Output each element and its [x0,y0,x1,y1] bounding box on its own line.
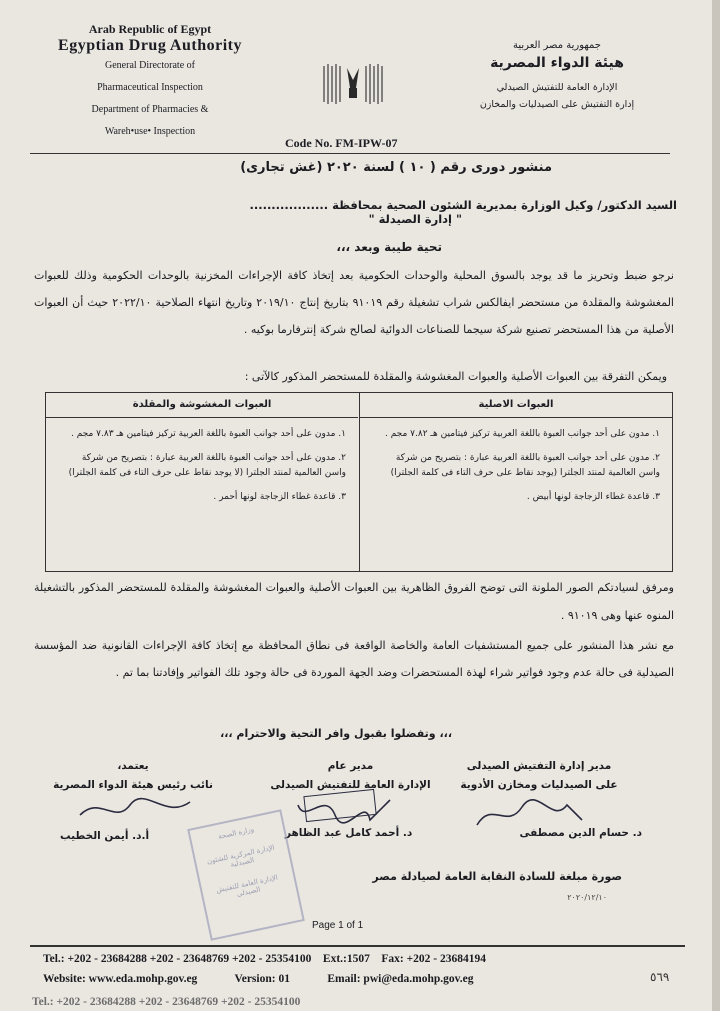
eagle-emblem-icon [318,58,388,110]
original-header: العبوات الاصلية [360,393,672,418]
dept-en-3: Department of Pharmacies & [91,104,209,115]
footer-web-line [43,973,473,985]
handwritten-signature-2 [290,785,400,830]
sig2-line2: الإدارة العامة للتفتيش الصيدلى [270,779,431,791]
paragraph-1: نرجو ضبط وتحريز ما قد يوجد بالسوق المحلية والوحدات الحكومية بعد إتخاذ كافة الإجراءات المخزنية بالوحدات الحكومية وذلك للعبوات المغشوشة والمقلدة من مستحضر ايفالكس شراب تشغيلة رقم ٩١٠١٩ بتاريخ إنتاج ٢٠١٩/١٠ وتاريخ انتهاء الصلاحية ٢٠٢٢/١٠ حيث أن العبوات الأصلية من هذا المستحضر تصنيع شركة سيجما للصناعات الدوائية لصالح شركة إنترفارما بوكيه . [34,269,674,336]
page-number: Page 1 of 1 [312,920,364,931]
stamp-line-2: الإدارة المركزية للشئون الصيدلية [206,843,276,869]
country-en: Arab Republic of Egypt [88,22,212,36]
sig1-line1: مدير إدارة التفتيش الصيدلى [466,760,612,772]
footer-tel-repeat: Tel.: +202 - 23684288 +202 - 23648769 +202 - 25354100 [32,996,301,1008]
name-inspection-director: د. حسام الدين مصطفى [519,827,642,839]
authority-en: Egyptian Drug Authority [58,37,242,54]
greeting: تحية طيبة وبعد ،،، [336,240,442,254]
handwritten-signature-3 [70,790,200,830]
fake-column [46,393,358,571]
sig2-line1: مدير عام [327,760,374,772]
footer-contact-line [43,953,486,965]
stamp-line-3: الإدارة العامة للتفتيش الصيدلى [215,873,279,899]
copy-to-note: صورة مبلغة للسادة النقابة العامة لصيادلة مصر [372,870,622,883]
authority-ar: هيئة الدواء المصرية [490,55,624,71]
circular-title: منشور دورى رقم ( ١٠ ) لسنة ٢٠٢٠ (غش تجارى) [240,160,552,175]
footer-fax: Fax: +202 - 23684194 [381,953,486,965]
paragraph-2: ويمكن التفرقة بين العبوات الأصلية والعبوات المغشوشة والمقلدة للمستحضر المذكور كالآتى : [244,370,667,383]
footer-version: Version: 01 [234,973,290,985]
footer-divider [30,945,685,947]
footer-email: Email: pwi@eda.mohp.gov.eg [327,973,474,985]
header-divider [30,153,670,154]
original-point-2: ٢. مدون على أحد جوانب العبوة باللغة العربية عبارة : بتصريح من شركة واسن العالمية لمنتد الجلترا (يوجد نقاط على حرف التاء فى كلمة الجلترا) [390,453,660,478]
sig3-line2: نائب رئيس هيئة الدواء المصرية [53,779,213,791]
footer-website: Website: www.eda.mohp.gov.eg [43,973,198,985]
sig1-line2: على الصيدليات ومخازن الأدوية [460,779,618,791]
paragraph-4: مع نشر هذا المنشور على جميع المستشفيات العامة والخاصة الواقعة فى نطاق المحافظة مع إتخاذ كافة الإجراءات القانونية ضد المؤسسة الصيدلية فى حالة عدم وجود فواتير شراء لهذة المستحضرات وضد الجهة الموردة فى حالة وجود تلك الفواتير وإفادتنا بما تم . [34,639,674,679]
copy-date: ٢٠٢٠/١٢/١٠ [567,893,607,902]
footer-ext: Ext.:1507 [322,953,370,965]
dept-en-1: General Directorate of [105,60,195,71]
original-point-3: ٣. قاعدة غطاء الزجاجة لونها أبيض . [526,492,660,502]
country-ar: جمهورية مصر العربية [513,40,601,51]
name-general-manager: د. أحمد كامل عبد الظاهر [285,827,413,839]
dept-ar-1: الإدارة العامة للتفتيش الصيدلي [496,82,618,93]
corner-number: ٥٦٩ [650,970,670,984]
header-english [30,22,270,143]
dept-en-4: Wareh•use• Inspection [104,126,196,137]
footer-tel: Tel.: +202 - 23684288 +202 - 23648769 +202 - 25354100 [43,953,312,965]
fake-header: العبوات المغشوشة والمقلدة [46,393,358,418]
fake-point-2: ٢. مدون على أحد جوانب العبوة باللغة العربية عبارة : بتصريح من شركة واسن العالمية لمنتد الجلترا (لا يوجد نقاط على حرف التاء فى كلمة الجلترا) [68,453,346,478]
header-arabic [442,40,672,113]
comparison-table [45,392,673,572]
addressee: السيد الدكتور/ وكيل الوزارة بمديرية الشئون الصحية بمحافظة .................. [249,198,677,212]
original-point-1: ١. مدون على أحد جوانب العبوة باللغة العربية تركيز فيتامين هـ ٧.٨٢ مجم . [384,429,660,439]
paragraph-3: ومرفق لسيادتكم الصور الملونة التى توضح الفروق الظاهرية بين العبوات الأصلية والعبوات المغشوشة والمقلدة للمستحضر المذكور بالتشغيلة المنوه عنها وهى ٩١٠١٩ . [34,581,674,622]
dept-en-2: Pharmaceutical Inspection [97,82,203,93]
closing-line: ،،، وتفضلوا بقبول وافر التحية والاحترام ،،، [220,727,452,740]
stamp-line-1: وزارة الصحة [217,825,255,841]
code-number: Code No. FM-IPW-07 [285,136,398,150]
original-column [359,393,672,571]
fake-point-1: ١. مدون على أحد جوانب العبوة باللغة العربية تركيز فيتامين هـ ٧.٨٣ مجم . [70,429,346,439]
name-vice-president: أ.د. أيمن الخطيب [60,830,150,842]
fake-point-3: ٣. قاعدة غطاء الزجاجة لونها أحمر . [213,492,346,502]
sig3-line1: يعتمد، [117,760,149,772]
signature-block-inspection-director [434,757,644,795]
dept-ar-2: إدارة التفتيش على الصيدليات والمخازن [479,99,635,110]
department: " إدارة الصيدلة " [368,212,462,226]
